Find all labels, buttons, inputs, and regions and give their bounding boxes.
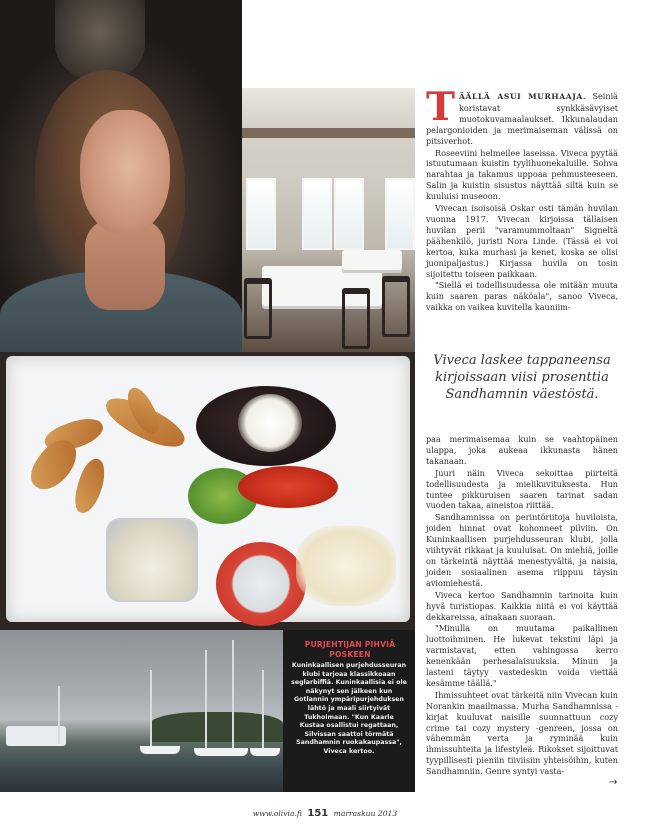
article-column-top	[426, 84, 618, 314]
sailboat-mast	[232, 640, 234, 750]
caption-body: Kuninkaallisen purjehdusseuran klubi tarjoaa klassikkoaan seglarbiffiä. Kuninkaallisia ei ole näkynyt sen jälkeen kun Gotlannin ympäripurjehduksen lähtö ja maali siirtyivät Tukholmaan. "Kun Kaarle Kustaa osallistui regattaan, Silvissan saattoi törmätä Sandhamnin ruokakaupassa", Viveca kertoo.	[291, 662, 407, 755]
sailboat-hull	[250, 748, 280, 756]
article-paragraph: Juuri näin Viveca sekoittaa piirteitä todellisuudesta ja mielikuvituksesta. Hun tuntee pikkuruisen saaren tarinat sadan vuoden takaa, aineistoa riittää.	[426, 467, 618, 511]
article-column-bottom	[426, 434, 618, 778]
sailboat-mast	[58, 686, 60, 744]
drop-cap: T	[426, 84, 456, 130]
interior-window	[385, 178, 415, 250]
dining-chair	[382, 276, 410, 337]
article-paragraph: Roseeviini helmeilee laseissa. Viveca pyytää istuutumaan kuistin tyylihuonekaluille. Sohva narahtaa ja takamus uppoaa pehmusteeseen. Salin ja kuistin sisustus näyttää siltä kuin se kuuluisi museoon.	[426, 147, 618, 202]
dining-chair	[244, 278, 272, 339]
page-footer	[0, 808, 650, 819]
background-bust	[55, 0, 145, 80]
dock	[0, 766, 283, 792]
footer-issue: marraskuu 2013	[333, 809, 398, 818]
caption-title	[293, 640, 407, 660]
interior-window	[302, 178, 332, 250]
article-paragraph: Sandhamnissa on perintöriitoja huviloista, joiden hinnat ovat kohonneet pilviin. On Kuninkaallisen purjehdusseuran klubi, jolla viihtyvät rikkaat ja kuuluisat. On miehiä, joille on tärkeintä näyttää menestyvältä, ja naisia, joiden sosiaalinen asema riippuu täysin aviomiehestä.	[426, 512, 618, 588]
shredded-horseradish	[296, 526, 396, 606]
article-paragraph: Ihmissuhteet ovat tärkeitä niin Vivecan kuin Norankin maailmassa. Murha Sandhamnissa -kirjat kuuluvat naisille suunnattuun cozy crime tai cozy mystery -genreen, jossa on vähemmän verta ja ryminää kuin ihmissuhteita ja lifestyleä. Rikokset sijoittuvat tyypillisesti pieniin tiiviisiin yhteisöihin, kuten Sandhamniin. Genre syntyi vasta-	[426, 689, 618, 777]
article-paragraph: "Siellä ei todellisuudessa ole mitään muuta kuin saaren paras näköala", sanoo Viveca, vaikka on vaikea kuvitella kauniim-	[426, 280, 618, 313]
ferry	[6, 726, 66, 746]
article-paragraph: "Minulla on muutama paikallinen luottoihminen. He lukevat tekstini läpi ja varmistavat, etten vahingossa kerro kenenkään perhesalaisuuksia. Minun ja lasteni täytyy vastedeskin voida viettää kesämme täällä."	[426, 623, 618, 688]
grated-cheese	[238, 394, 302, 452]
plate	[6, 356, 410, 622]
ramekin	[216, 542, 306, 626]
interior-beam	[242, 128, 415, 138]
portrait-photo	[0, 0, 242, 352]
sailboat-hull	[194, 748, 248, 756]
sailboat-hull	[140, 746, 180, 754]
food-photo	[0, 352, 415, 630]
article-paragraph: Viveca kertoo Sandhamnin tarinoita kuin hyvä turistiopas. Kaikkia niitä ei voi käyttää dekkareissa, ainakaan suoraan.	[426, 589, 618, 622]
dining-chair	[342, 288, 370, 349]
sailboat-mast	[262, 670, 264, 748]
photo-caption-box	[283, 630, 415, 792]
page-number: 151	[307, 808, 329, 819]
article-paragraph: paa merimaisemaa kuin se vaahtopäinen ulappa, joka aukeaa ikkunasta hänen takanaan.	[426, 434, 618, 466]
continue-arrow-icon: →	[609, 777, 618, 788]
sailboat-mast	[205, 650, 207, 750]
caption-title-line2: POSKEEN	[329, 650, 371, 659]
pull-quote: Viveca laskee tappaneensa kirjoissaan viisi prosenttia Sandhamnin väestöstä.	[433, 353, 611, 402]
interior-window	[334, 178, 364, 250]
sailboat-mast	[150, 670, 152, 746]
interior-photo	[242, 88, 415, 352]
paragraph-text: Seiniä koristavat synkkäsävyiset muotokuvamaalaukset. Ikkunalaudan pelargonioiden ja merimaiseman välissä on pitsiverhot.	[426, 91, 618, 146]
dining-table	[342, 250, 402, 270]
portrait-face	[80, 110, 170, 235]
footer-site: www.olivia.fi	[252, 809, 302, 818]
sauce-jar	[106, 518, 198, 602]
article-paragraph: Vivecan isoisoisä Oskar osti tämän huvilan vuonna 1917. Vivecan kirjoissa tällaisen huvilan perii "varamummoltaan" Signeltä päähenkilö, juristi Nora Linde. (Tässä ei voi kertoa, kuka murhasi ja kenet, koska se olisi juonipaljastus.) Kirjassa huvila on tosin sijoitettu toiseen paikkaan.	[426, 203, 618, 279]
harbor-photo	[0, 630, 283, 792]
interior-window	[246, 178, 276, 250]
lead-in: ÄÄLLÄ ASUI MURHAAJA.	[459, 92, 587, 101]
potato-wedge	[71, 456, 109, 516]
article-paragraph	[426, 84, 618, 147]
caption-title-line1: PURJEHTIJAN PIHVIÄ	[304, 640, 396, 649]
tomato-slice	[238, 466, 338, 508]
